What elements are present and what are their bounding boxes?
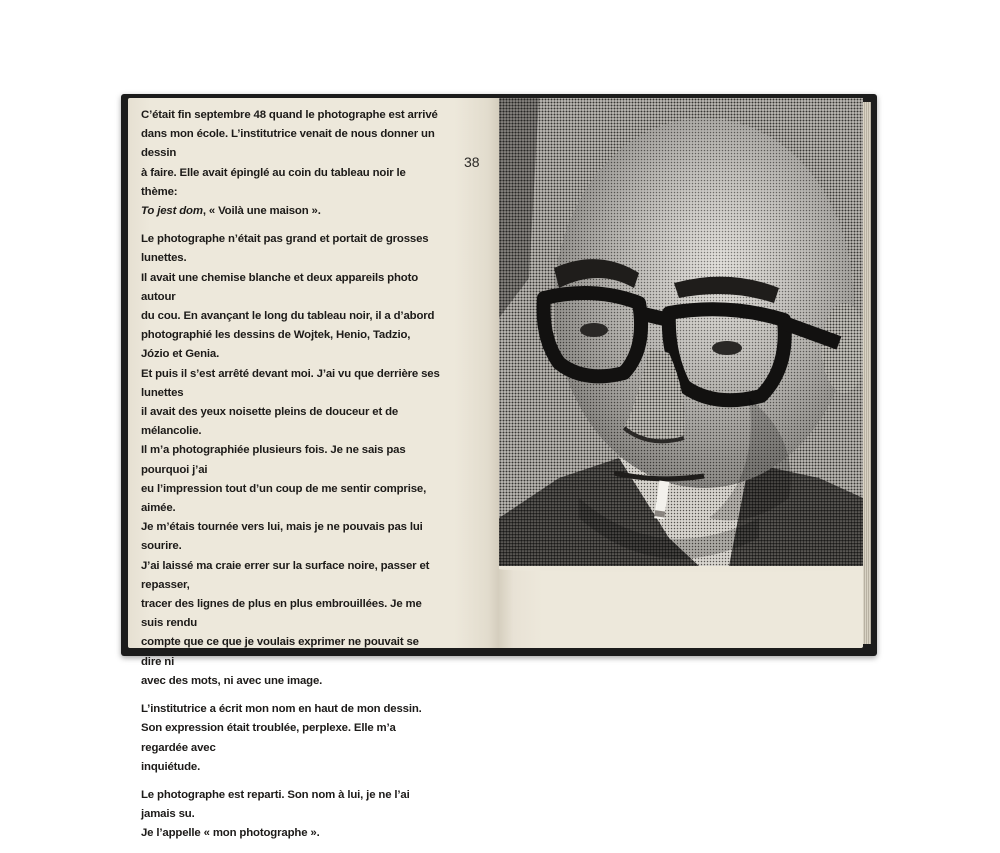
text-line: C’était fin septembre 48 quand le photographe est arrivé — [141, 109, 438, 121]
page-number: 38 — [464, 154, 480, 170]
text-line: Il m’a photographiée plusieurs fois. Je ne sais pas pourquoi j’ai — [141, 444, 406, 476]
text-line: Et puis il s’est arrêté devant moi. J’ai vu que derrière ses lunettes — [141, 367, 440, 399]
right-page — [499, 98, 863, 648]
paragraph-4 — [141, 786, 441, 844]
paragraph-1 — [141, 106, 441, 221]
portrait-illustration — [499, 98, 863, 566]
open-book — [121, 94, 877, 840]
text-line: il avait des yeux noisette pleins de douceur et de mélancolie. — [141, 406, 399, 438]
paragraph-2 — [141, 230, 441, 691]
text-line: dans mon école. L’institutrice venait de nous donner un dessin — [141, 128, 435, 160]
text-line: Le photographe est reparti. Son nom à lui, je ne l’ai jamais su. — [141, 788, 410, 821]
photo-bottom-edge — [499, 566, 863, 572]
text-line: tracer des lignes de plus en plus embrouillées. Je me suis rendu — [141, 598, 422, 630]
text-line: Il avait une chemise blanche et deux appareils photo autour — [141, 271, 419, 303]
text-line: du cou. En avançant le long du tableau noir, il a d’abord — [141, 310, 435, 323]
text-line: Je m’étais tournée vers lui, mais je ne pouvais pas lui sourire. — [141, 521, 423, 553]
text-line: Je l’appelle « mon photographe ». — [141, 827, 320, 840]
italic-theme: To jest dom — [141, 205, 203, 218]
text-line: J’ai laissé ma craie errer sur la surface noire, passer et repasser, — [141, 559, 430, 591]
text-line: à faire. Elle avait épinglé au coin du tableau noir le thème: — [141, 166, 406, 198]
text-line: inquiétude. — [141, 760, 201, 773]
text-line: Son expression était troublée, perplexe. Elle m’a regardée avec — [141, 722, 396, 754]
text-line: , « Voilà une maison ». — [202, 205, 321, 218]
text-line: L’institutrice a écrit mon nom en haut de mon dessin. — [141, 703, 422, 716]
paragraph-3 — [141, 700, 441, 777]
text-line: Le photographe n’était pas grand et portait de grosses lunettes. — [141, 233, 429, 265]
text-line: eu l’impression tout d’un coup de me sentir comprise, aimée. — [141, 482, 427, 515]
page-edges — [863, 102, 871, 644]
text-line: avec des mots, ni avec une image. — [141, 674, 323, 687]
page-text — [141, 106, 441, 853]
text-line: photographié les dessins de Wojtek, Henio, Tadzio, Józio et Genia. — [141, 329, 411, 361]
left-page — [128, 98, 499, 840]
halftone-portrait-photo — [499, 98, 863, 566]
text-line: compte que ce que je voulais exprimer ne pouvait se dire ni — [141, 636, 419, 668]
